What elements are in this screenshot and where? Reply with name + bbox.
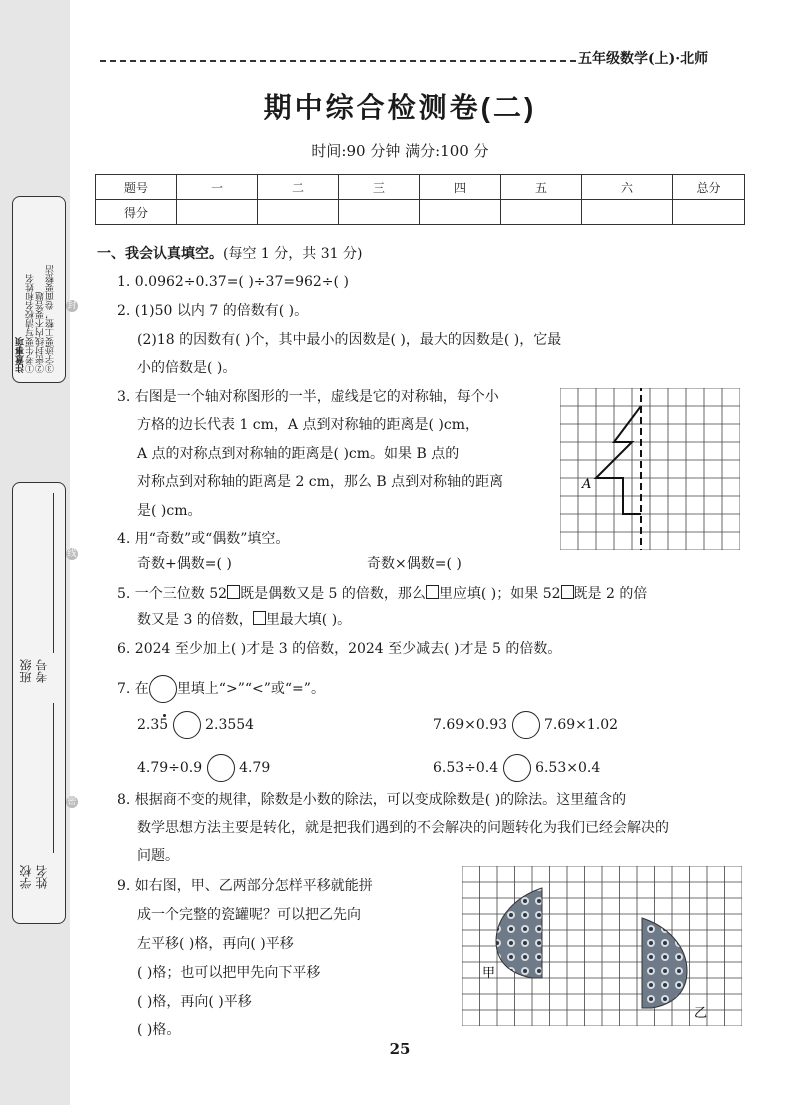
- notice-heading: 注意事项: [16, 337, 26, 373]
- vase-piece-yi: [642, 918, 687, 1008]
- question-3e: 是( )cm。: [137, 503, 202, 519]
- question-9c: 左平移( )格，再向( )平移: [137, 936, 294, 952]
- label-jia: 甲: [482, 966, 496, 981]
- class-fill-line[interactable]: [53, 493, 55, 653]
- compare-item-2: 7.69×0.93 7.69×1.02: [433, 711, 618, 739]
- compare-item-3: 4.79÷0.9 4.79: [137, 754, 270, 782]
- score-input-cell[interactable]: [673, 200, 745, 225]
- notice-line: ③字迹要工整，卷面要整洁: [46, 265, 56, 373]
- question-1: 1. 0.0962÷0.37=( )÷37=962÷( ): [117, 274, 349, 290]
- table-cell: 二: [258, 175, 339, 200]
- question-2c: 小的倍数是( )。: [137, 360, 237, 376]
- question-4b-odd-times-even: 奇数×偶数=( ): [367, 556, 462, 572]
- table-cell: 题号: [96, 175, 177, 200]
- score-input-cell[interactable]: [258, 200, 339, 225]
- notice-box: [12, 196, 66, 383]
- page-number: 25: [389, 1040, 411, 1058]
- header-rule: [100, 60, 576, 62]
- question-3a: 3. 右图是一个轴对称图形的一半，虚线是它的对称轴，每个小: [117, 389, 499, 405]
- question-7: 7. 在 里填上“>”“<”或“=”。: [117, 675, 325, 703]
- question-5a: 5. 一个三位数 52 既是偶数又是 5 的倍数，那么 里应填( )；如果 52 既是 2 的倍: [117, 586, 648, 602]
- question-9f: ( )格。: [137, 1022, 181, 1038]
- question-8a: 8. 根据商不变的规律，除数是小数的除法，可以变成除数是( )的除法。这里蕴含的: [117, 792, 627, 808]
- question-3d: 对称点到对称轴的距离是 2 cm，那么 B 点到对称轴的距离: [137, 474, 504, 490]
- name-label: 姓名: [35, 865, 49, 889]
- label-yi: 乙: [694, 1006, 708, 1021]
- vase-piece-jia: [496, 888, 542, 978]
- table-cell: 三: [339, 175, 420, 200]
- question-8b: 数学思想方法主要是转化，就是把我们遇到的不会解决的问题转化为我们已经会解决的: [137, 820, 669, 836]
- point-a-label: A: [582, 477, 592, 492]
- school-label: 学校: [19, 865, 33, 889]
- question-6: 6. 2024 至少加上( )才是 3 的倍数，2024 至少减去( )才是 5 的倍数。: [117, 641, 562, 657]
- compare-item-1: 2.35 2.3554: [137, 711, 254, 739]
- question-9e: ( )格，再向( )平移: [137, 994, 252, 1010]
- score-table: [95, 174, 745, 225]
- question-3b: 方格的边长代表 1 cm，A 点到对称轴的距离是( )cm，: [137, 417, 479, 433]
- question-2b: (2)18 的因数有( )个，其中最小的因数是( )，最大的因数是( )，它最: [137, 332, 562, 348]
- answer-circle[interactable]: [512, 711, 540, 739]
- seal-mark: 线: [67, 549, 77, 559]
- compare-circle: [149, 675, 177, 703]
- blank-square: [426, 585, 439, 599]
- table-cell: 六: [582, 175, 673, 200]
- seal-mark: 密: [67, 797, 77, 807]
- compare-item-4: 6.53÷0.4 6.53×0.4: [433, 754, 600, 782]
- student-info-box: [12, 482, 66, 924]
- class-label: 班级: [19, 659, 33, 683]
- score-input-cell[interactable]: [339, 200, 420, 225]
- table-cell: 四: [420, 175, 501, 200]
- header-tag: 五年级数学(上)·北师: [578, 51, 709, 67]
- table-cell: 得分: [96, 200, 177, 225]
- notice-line: ①考生要写清校名和姓名: [26, 274, 36, 373]
- table-cell: 总分: [673, 175, 745, 200]
- table-cell: 五: [501, 175, 582, 200]
- table-row: [96, 175, 745, 200]
- question-4b-odd-plus-even: 奇数+偶数=( ): [137, 556, 232, 572]
- table-row: [96, 200, 745, 225]
- vase-grid-figure: [462, 866, 742, 1026]
- answer-circle[interactable]: [207, 754, 235, 782]
- question-5b: 数又是 3 的倍数， 里最大填( )。: [137, 612, 352, 628]
- answer-circle[interactable]: [503, 754, 531, 782]
- notice-line: ②密封线内不要答题: [36, 292, 46, 373]
- name-fill-line[interactable]: [53, 703, 55, 853]
- exam-time-score: 时间:90 分钟 满分:100 分: [311, 142, 489, 160]
- table-cell: 一: [177, 175, 258, 200]
- question-9a: 9. 如右图，甲、乙两部分怎样平移就能拼: [117, 878, 373, 894]
- question-9b: 成一个完整的瓷罐呢？可以把乙先向: [137, 907, 361, 923]
- blank-square: [253, 611, 266, 625]
- question-8c: 问题。: [137, 848, 179, 864]
- blank-square: [227, 585, 240, 599]
- section-heading: 一、我会认真填空。(每空 1 分，共 31 分): [97, 246, 363, 262]
- question-3c: A 点的对称点到对称轴的距离是( )cm。如果 B 点的: [137, 446, 460, 462]
- page-title: 期中综合检测卷(二): [263, 92, 537, 123]
- score-input-cell[interactable]: [177, 200, 258, 225]
- answer-circle[interactable]: [173, 711, 201, 739]
- question-2a: 2. (1)50 以内 7 的倍数有( )。: [117, 303, 309, 319]
- seal-mark: 封: [67, 301, 77, 311]
- score-input-cell[interactable]: [582, 200, 673, 225]
- question-4a: 4. 用“奇数”或“偶数”填空。: [117, 531, 290, 547]
- blank-square: [561, 585, 574, 599]
- exam-id-label: 考号: [35, 659, 49, 683]
- score-input-cell[interactable]: [420, 200, 501, 225]
- symmetry-grid-figure: [560, 388, 740, 550]
- question-9d: ( )格；也可以把甲先向下平移: [137, 965, 321, 981]
- score-input-cell[interactable]: [501, 200, 582, 225]
